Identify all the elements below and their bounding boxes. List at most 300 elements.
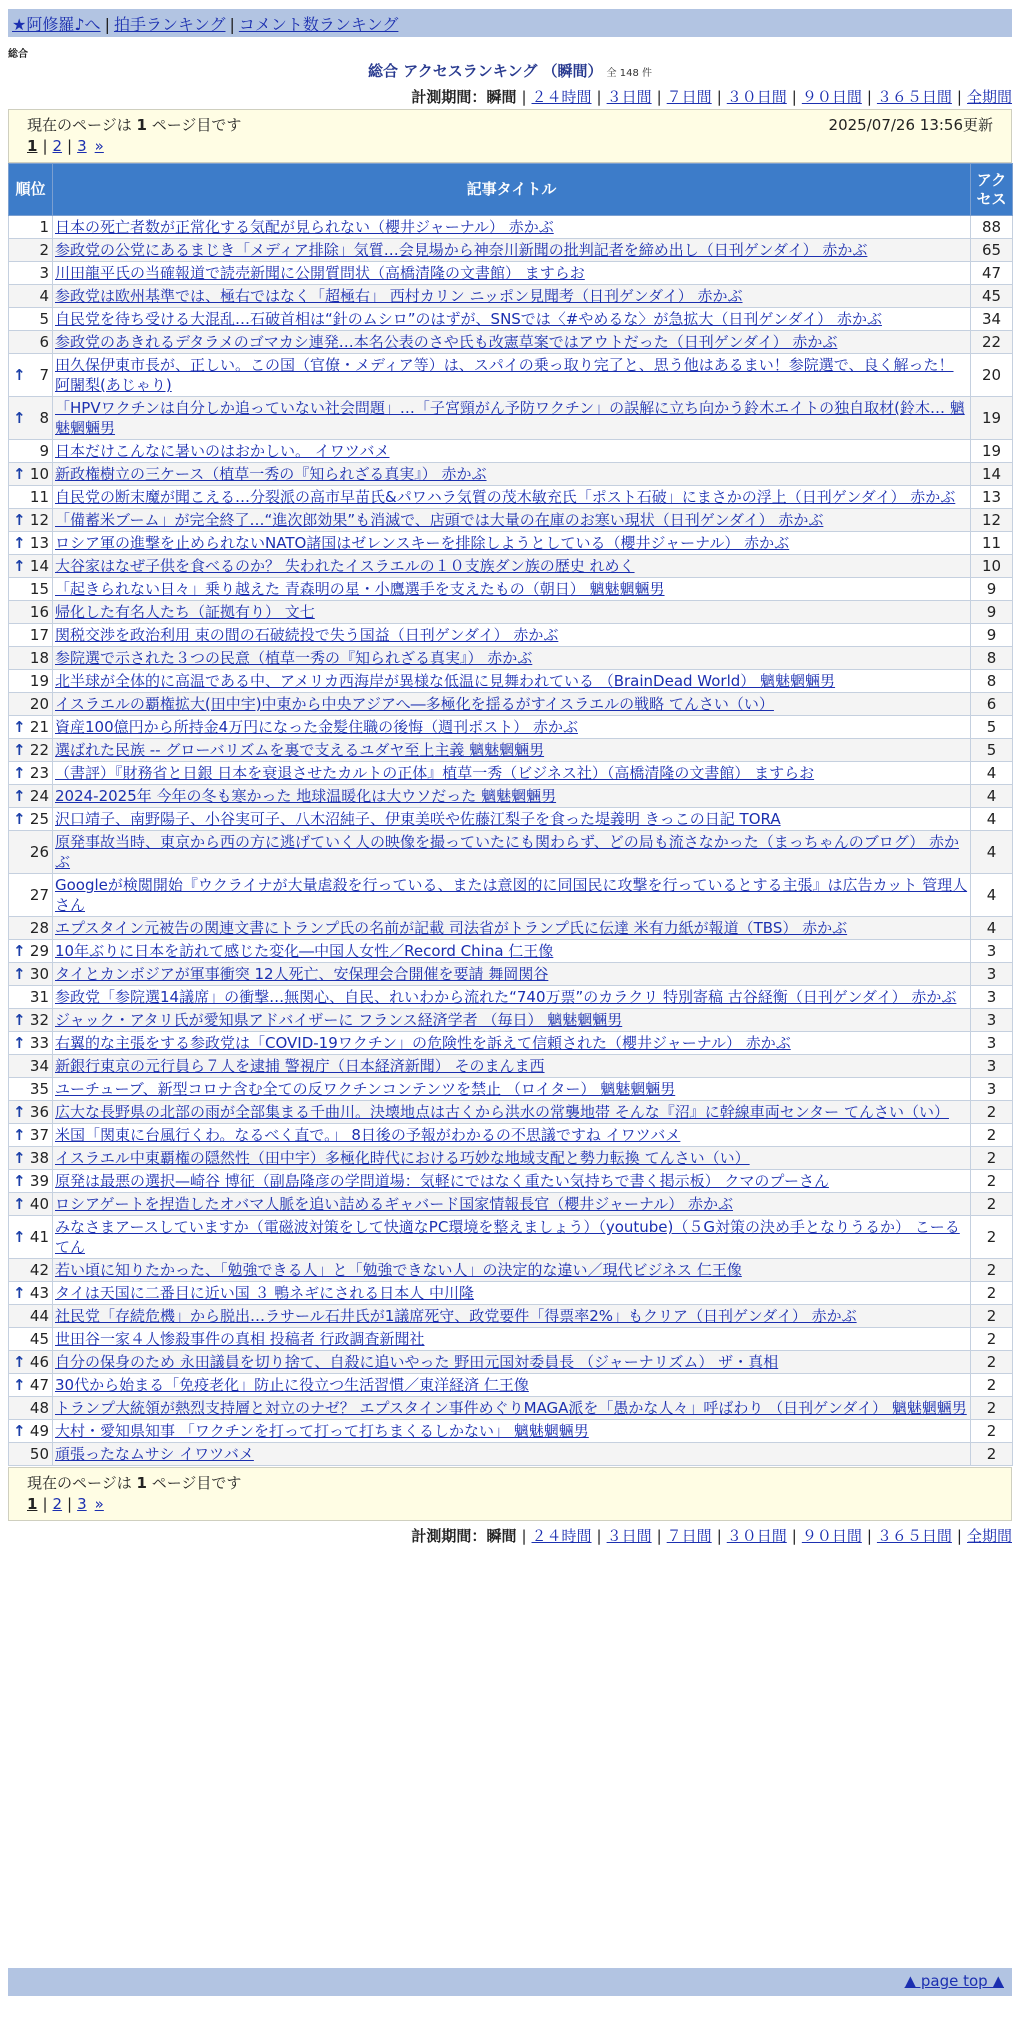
- period-label: 計測期間：: [411, 1527, 487, 1545]
- rank-cell: [9, 578, 53, 601]
- table-row: [9, 808, 1013, 831]
- access-count: 3: [971, 1055, 1013, 1078]
- access-count: 9: [971, 578, 1013, 601]
- nav-separator: |: [229, 15, 235, 34]
- access-count: 9: [971, 624, 1013, 647]
- table-row: [9, 1305, 1013, 1328]
- table-row: [9, 940, 1013, 963]
- rank-number: 17: [29, 626, 49, 644]
- title-cell: [53, 509, 971, 532]
- table-row: [9, 331, 1013, 354]
- table-row: [9, 555, 1013, 578]
- period-link-365d[interactable]: ３６５日間: [876, 88, 952, 106]
- page-current: 1: [27, 137, 38, 155]
- rank-cell: [9, 917, 53, 940]
- rank-number: 31: [29, 988, 49, 1006]
- table-row: [9, 1170, 1013, 1193]
- section-label: 総合: [8, 49, 28, 60]
- table-row: [9, 486, 1013, 509]
- access-count: 2: [971, 1328, 1013, 1351]
- rank-cell: [9, 739, 53, 762]
- page-link-3[interactable]: 3: [77, 137, 87, 155]
- title-cell: [53, 986, 971, 1009]
- up-arrow-icon: ↑: [13, 965, 26, 983]
- rank-number: 25: [29, 810, 49, 828]
- article-link[interactable]: 米国「関東に台風行くわ。なるべく直で。」 8日後の予報がわかるの不思議ですね イワツバメ: [55, 1126, 681, 1144]
- up-arrow-icon: ↑: [13, 1126, 26, 1144]
- period-link-90d[interactable]: ９０日間: [801, 1527, 862, 1545]
- title-cell: [53, 785, 971, 808]
- footer-bar: [8, 1968, 1012, 1996]
- rank-number: 24: [29, 787, 49, 805]
- table-row: [9, 397, 1013, 440]
- table-row: [9, 239, 1013, 262]
- table-row: [9, 440, 1013, 463]
- updated-timestamp: 2025/07/26 13:56更新: [828, 115, 993, 134]
- rank-number: 36: [29, 1103, 49, 1121]
- access-count: 20: [971, 354, 1013, 397]
- rank-cell: [9, 1193, 53, 1216]
- up-arrow-icon: ↑: [13, 465, 26, 483]
- table-row: [9, 1351, 1013, 1374]
- access-count: 3: [971, 940, 1013, 963]
- up-arrow-icon: ↑: [13, 534, 26, 552]
- title-cell: [53, 1374, 971, 1397]
- rank-cell: [9, 1124, 53, 1147]
- title-cell: [53, 463, 971, 486]
- table-row: [9, 1328, 1013, 1351]
- rank-cell: [9, 1078, 53, 1101]
- rank-number: 34: [29, 1057, 49, 1075]
- page-link-2[interactable]: 2: [52, 1495, 63, 1513]
- access-count: 3: [971, 1078, 1013, 1101]
- table-row: [9, 874, 1013, 917]
- access-count: 4: [971, 831, 1013, 874]
- rank-number: 35: [29, 1080, 49, 1098]
- rank-number: 47: [29, 1376, 49, 1394]
- article-link[interactable]: ロシア軍の進撃を止められないNATO諸国はゼレンスキーを排除しようとしている（櫻井ジャーナル） 赤かぶ: [55, 534, 790, 552]
- article-link[interactable]: エプスタイン元被告の関連文書にトランプ氏の名前が記載 司法省がトランプ氏に伝達 米有力紙が報道（TBS） 赤かぶ: [55, 919, 848, 937]
- up-arrow-icon: ↑: [13, 511, 26, 529]
- title-cell: [53, 940, 971, 963]
- table-row: [9, 1009, 1013, 1032]
- period-link-all[interactable]: 全期間: [966, 1527, 1012, 1545]
- article-link[interactable]: 2024-2025年 今年の冬も寒かった 地球温暖化は大ウソだった 魑魅魍魎男: [55, 787, 557, 805]
- access-count: 47: [971, 262, 1013, 285]
- rank-cell: [9, 463, 53, 486]
- table-row: [9, 532, 1013, 555]
- rank-number: 16: [29, 603, 49, 621]
- up-arrow-icon: ↑: [13, 1284, 26, 1302]
- table-row: [9, 1282, 1013, 1305]
- rank-cell: [9, 1216, 53, 1259]
- article-link[interactable]: Googleが検閲開始『ウクライナが大量虐殺を行っている、または意図的に同国民に攻撃を行っているとする主張』は広告カット 管理人さん: [55, 876, 968, 914]
- up-arrow-icon: ↑: [13, 764, 26, 782]
- nav-link-comment-ranking[interactable]: コメント数ランキング: [238, 15, 399, 34]
- article-link[interactable]: 自民党を待ち受ける大混乱…石破首相は“針のムシロ”のはずが、SNSでは〈#やめるな〉が急拡大（日刊ゲンダイ） 赤かぶ: [55, 310, 882, 328]
- table-row: [9, 1101, 1013, 1124]
- article-link[interactable]: 原発は最悪の選択—崎谷 博征（副島隆彦の学問道場：気軽にではなく重たい気持ちで書く掲示板） クマのプーさん: [55, 1172, 829, 1190]
- article-link[interactable]: タイは天国に二番目に近い国 ３ 鴨ネギにされる日本人 中川隆: [55, 1284, 475, 1302]
- page-next-link[interactable]: »: [94, 1495, 104, 1513]
- title-cell: [53, 532, 971, 555]
- rank-number: 37: [29, 1126, 49, 1144]
- up-arrow-icon: ↑: [13, 1172, 26, 1190]
- access-count: 12: [971, 509, 1013, 532]
- rank-cell: [9, 331, 53, 354]
- access-count: 3: [971, 963, 1013, 986]
- access-count: 11: [971, 532, 1013, 555]
- rank-number: 1: [39, 218, 49, 236]
- rank-cell: [9, 716, 53, 739]
- article-link[interactable]: 参政党の公党にあるまじき「メディア排除」気質…会見場から神奈川新聞の批判記者を締め出し（日刊ゲンダイ） 赤かぶ: [55, 241, 868, 259]
- table-row: [9, 963, 1013, 986]
- top-nav-bar: [8, 9, 1012, 37]
- period-link-30d[interactable]: ３０日間: [726, 1527, 787, 1545]
- title-cell: [53, 1420, 971, 1443]
- article-link[interactable]: 大谷家はなぜ子供を食べるのか？ 失われたイスラエルの１０支族ダン族の歴史 れめく: [55, 557, 635, 575]
- access-count: 19: [971, 397, 1013, 440]
- table-row: [9, 986, 1013, 1009]
- table-row: [9, 1078, 1013, 1101]
- rank-cell: [9, 486, 53, 509]
- up-arrow-icon: ↑: [13, 1011, 26, 1029]
- rank-cell: [9, 1328, 53, 1351]
- nav-link-applause-ranking[interactable]: 拍手ランキング: [113, 15, 226, 34]
- title-cell: [53, 762, 971, 785]
- period-current: 瞬間: [486, 1527, 517, 1545]
- title-cell: [53, 262, 971, 285]
- table-row: [9, 624, 1013, 647]
- period-link-365d[interactable]: ３６５日間: [876, 1527, 952, 1545]
- table-row: [9, 693, 1013, 716]
- header-title: 記事タイトル: [53, 164, 971, 216]
- up-arrow-icon: ↑: [13, 557, 26, 575]
- article-link[interactable]: ジャック・アタリ氏が愛知県アドバイザーに フランス経済学者 （毎日） 魑魅魍魎男: [55, 1011, 623, 1029]
- period-link-7d[interactable]: ７日間: [666, 88, 712, 106]
- article-link[interactable]: 参院選で示された３つの民意（植草一秀の『知られざる真実』） 赤かぶ: [55, 649, 533, 667]
- rank-number: 27: [29, 886, 49, 904]
- up-arrow-icon: ↑: [13, 942, 26, 960]
- title-cell: [53, 1055, 971, 1078]
- rank-number: 32: [29, 1011, 49, 1029]
- rank-cell: [9, 940, 53, 963]
- rank-number: 6: [39, 333, 49, 351]
- article-link[interactable]: イスラエル中東覇権の隠然性（田中宇）多極化時代における巧妙な地域支配と勢力転換 てんさい（い）: [55, 1149, 750, 1167]
- up-arrow-icon: ↑: [13, 409, 26, 427]
- article-link[interactable]: 関税交渉を政治利用 束の間の石破続投で失う国益（日刊ゲンダイ） 赤かぶ: [55, 626, 559, 644]
- article-link[interactable]: みなさまアースしていますか（電磁波対策をして快適なPC環境を整えましょう）（youtube)（５G対策の決め手となりうるか） こーるてん: [55, 1218, 960, 1256]
- title-cell: [53, 1259, 971, 1282]
- article-link[interactable]: 広大な長野県の北部の雨が全部集まる千曲川。決壊地点は古くから洪水の常襲地帯 そんな『沼』に幹線車両センター てんさい（い）: [55, 1103, 949, 1121]
- access-count: 14: [971, 463, 1013, 486]
- rank-number: 29: [29, 942, 49, 960]
- title-cell: [53, 716, 971, 739]
- article-link[interactable]: 10年ぶりに日本を訪れて感じた変化―中国人女性／Record China 仁王像: [55, 942, 554, 960]
- rank-cell: [9, 440, 53, 463]
- rank-number: 8: [39, 409, 49, 427]
- article-link[interactable]: 日本の死亡者数が正常化する気配が見られない（櫻井ジャーナル） 赤かぶ: [55, 218, 554, 236]
- table-row: [9, 216, 1013, 239]
- table-row: [9, 1397, 1013, 1420]
- title-cell: [53, 624, 971, 647]
- article-link[interactable]: 新銀行東京の元行員ら７人を逮捕 警視庁（日本経済新聞） そのまんま西: [55, 1057, 545, 1075]
- table-row: [9, 716, 1013, 739]
- table-row: [9, 1124, 1013, 1147]
- article-link[interactable]: 選ばれた民族 -- グローバリズムを裏で支えるユダヤ至上主義 魑魅魍魎男: [55, 741, 545, 759]
- page-link-3[interactable]: 3: [77, 1495, 87, 1513]
- title-cell: [53, 308, 971, 331]
- rank-number: 7: [39, 366, 49, 384]
- rank-number: 33: [29, 1034, 49, 1052]
- rank-number: 40: [29, 1195, 49, 1213]
- rank-cell: [9, 1170, 53, 1193]
- access-count: 9: [971, 601, 1013, 624]
- rank-number: 9: [39, 442, 49, 460]
- rank-number: 46: [29, 1353, 49, 1371]
- rank-cell: [9, 1282, 53, 1305]
- table-row: [9, 1193, 1013, 1216]
- table-row: [9, 1420, 1013, 1443]
- rank-cell: [9, 532, 53, 555]
- title-cell: [53, 1170, 971, 1193]
- header-rank: 順位: [9, 164, 53, 216]
- rank-cell: [9, 647, 53, 670]
- title-cell: [53, 285, 971, 308]
- article-link[interactable]: ロシアゲートを捏造したオバマ人脈を追い詰めるギャバード国家情報長官（櫻井ジャーナル） 赤かぶ: [55, 1195, 733, 1213]
- rank-cell: [9, 308, 53, 331]
- article-link[interactable]: 参政党のあきれるデタラメのゴマカシ連発…本名公表のさや氏も改憲草案ではアウトだった（日刊ゲンダイ） 赤かぶ: [55, 333, 838, 351]
- rank-cell: [9, 963, 53, 986]
- access-count: 4: [971, 874, 1013, 917]
- table-row: [9, 1032, 1013, 1055]
- rank-number: 39: [29, 1172, 49, 1190]
- table-row: [9, 1374, 1013, 1397]
- period-current: 瞬間: [486, 88, 517, 106]
- page-status: 現在のページは 1 ページ目です: [27, 115, 242, 134]
- article-link[interactable]: 川田龍平氏の当確報道で読売新聞に公開質問状（高橋清隆の文書館） ますらお: [55, 264, 585, 282]
- article-link[interactable]: 参政党「参院選14議席」の衝撃…無関心、自民、れいわから流れた“740万票”のカラクリ 特別寄稿 古谷経衡（日刊ゲンダイ） 赤かぶ: [55, 988, 957, 1006]
- rank-number: 48: [29, 1399, 49, 1417]
- title-cell: [53, 331, 971, 354]
- article-link[interactable]: （書評）『財務省と日銀 日本を衰退させたカルトの正体』植草一秀（ビジネス社）（高橋清隆の文書館） ますらお: [55, 764, 815, 782]
- rank-number: 45: [29, 1330, 49, 1348]
- rank-cell: [9, 762, 53, 785]
- rank-cell: [9, 1374, 53, 1397]
- title-cell: [53, 1032, 971, 1055]
- access-count: 3: [971, 986, 1013, 1009]
- rank-cell: [9, 216, 53, 239]
- rank-cell: [9, 397, 53, 440]
- rank-cell: [9, 285, 53, 308]
- table-row: [9, 1147, 1013, 1170]
- article-link[interactable]: 田久保伊東市長が、正しい。この国（官僚・メディア等）は、スパイの乗っ取り完了と、思う他はあるまい！参院選で、良く解った！ 阿闍梨(あじゃり): [55, 356, 954, 394]
- total-count: 全 148 件: [606, 68, 652, 79]
- table-row: [9, 308, 1013, 331]
- access-count: 2: [971, 1305, 1013, 1328]
- rank-cell: [9, 239, 53, 262]
- period-link-3d[interactable]: ３日間: [606, 1527, 652, 1545]
- title-cell: [53, 670, 971, 693]
- access-count: 4: [971, 762, 1013, 785]
- rank-cell: [9, 555, 53, 578]
- title-cell: [53, 239, 971, 262]
- nav-separator: |: [104, 15, 110, 34]
- up-arrow-icon: ↑: [13, 1228, 26, 1246]
- access-count: 65: [971, 239, 1013, 262]
- nav-link-asyura[interactable]: ★阿修羅♪へ: [12, 15, 101, 34]
- article-link[interactable]: 帰化した有名人たち（証拠有り） 文七: [55, 603, 315, 621]
- article-link[interactable]: 30代から始まる「免疫老化」防止に役立つ生活習慣／東洋経済 仁王像: [55, 1376, 529, 1394]
- table-row: [9, 509, 1013, 532]
- article-link[interactable]: 沢口靖子、南野陽子、小谷実可子、八木沼純子、伊東美咲や佐藤江梨子を食った堤義明 きっこの日記 TORA: [55, 810, 781, 828]
- rank-cell: [9, 1101, 53, 1124]
- article-link[interactable]: 「備蓄米ブーム」が完全終了…“進次郎効果”も消滅で、店頭では大量の在庫のお寒い現状（日刊ゲンダイ） 赤かぶ: [55, 511, 824, 529]
- article-link[interactable]: 「HPVワクチンは自分しか追っていない社会問題」…「子宮頸がん予防ワクチン」の誤解に立ち向かう鈴木エイトの独自取材(鈴木… 魑魅魍魎男: [55, 399, 965, 437]
- table-row: [9, 1443, 1013, 1466]
- title-cell: [53, 963, 971, 986]
- article-link[interactable]: 世田谷一家４人惨殺事件の真相 投稿者 行政調査新聞社: [55, 1330, 425, 1348]
- access-count: 2: [971, 1124, 1013, 1147]
- article-link[interactable]: イスラエルの覇権拡大(田中宇)中東から中央アジアへ―多極化を揺るがすイスラエルの戦略 てんさい（い）: [55, 695, 774, 713]
- rank-cell: [9, 693, 53, 716]
- title-cell: [53, 808, 971, 831]
- access-count: 2: [971, 1282, 1013, 1305]
- title-cell: [53, 917, 971, 940]
- article-link[interactable]: 大村・愛知県知事 「ワクチンを打って打って打ちまくるしかない」 魑魅魍魎男: [55, 1422, 589, 1440]
- article-link[interactable]: 社民党「存続危機」から脱出…ラサール石井氏が1議席死守、政党要件「得票率2%」もクリア（日刊ゲンダイ） 赤かぶ: [55, 1307, 857, 1325]
- rank-cell: [9, 1443, 53, 1466]
- period-link-3d[interactable]: ３日間: [606, 88, 652, 106]
- article-link[interactable]: ユーチューブ、新型コロナ含む全ての反ワクチンコンテンツを禁止 （ロイター） 魑魅魍魎男: [55, 1080, 676, 1098]
- article-link[interactable]: 原発事故当時、東京から西の方に逃げていく人の映像を撮っていたにも関わらず、どの局も流さなかった（まっちゃんのブログ） 赤かぶ: [55, 833, 960, 871]
- title-cell: [53, 1147, 971, 1170]
- ranking-table: [8, 163, 1013, 1466]
- rank-number: 14: [29, 557, 49, 575]
- table-row: [9, 762, 1013, 785]
- title-cell: [53, 874, 971, 917]
- rank-number: 15: [29, 580, 49, 598]
- article-link[interactable]: 資産100億円から所持金4万円になった金髪住職の後悔（週刊ポスト） 赤かぶ: [55, 718, 578, 736]
- period-link-all[interactable]: 全期間: [966, 88, 1012, 106]
- page-title: 総合 アクセスランキング （瞬間）: [368, 62, 603, 80]
- up-arrow-icon: ↑: [13, 1103, 26, 1121]
- article-link[interactable]: 右翼的な主張をする参政党は「COVID-19ワクチン」の危険性を訴えて信頼された（櫻井ジャーナル） 赤かぶ: [55, 1034, 791, 1052]
- title-cell: [53, 1101, 971, 1124]
- access-count: 22: [971, 331, 1013, 354]
- access-count: 4: [971, 917, 1013, 940]
- ranking-rows: [9, 216, 1013, 1466]
- up-arrow-icon: ↑: [13, 810, 26, 828]
- article-link[interactable]: 北半球が全体的に高温である中、アメリカ西海岸が異様な低温に見舞われている （BrainDead World） 魑魅魍魎男: [55, 672, 836, 690]
- rank-number: 18: [29, 649, 49, 667]
- rank-cell: [9, 1351, 53, 1374]
- access-count: 13: [971, 486, 1013, 509]
- up-arrow-icon: ↑: [13, 1353, 26, 1371]
- article-link[interactable]: 若い頃に知りたかった、「勉強できる人」と「勉強できない人」の決定的な違い／現代ビジネス 仁王像: [55, 1261, 742, 1279]
- period-link-24h[interactable]: ２４時間: [531, 88, 592, 106]
- rank-number: 4: [39, 287, 49, 305]
- rank-number: 20: [29, 695, 49, 713]
- up-arrow-icon: ↑: [13, 1149, 26, 1167]
- access-count: 2: [971, 1420, 1013, 1443]
- article-link[interactable]: 参政党は欧州基準では、極右ではなく「超極右」 西村カリン ニッポン見聞考（日刊ゲンダイ） 赤かぶ: [55, 287, 743, 305]
- page-top-link[interactable]: ▲ page top ▲: [904, 1972, 1004, 1990]
- rank-number: 19: [29, 672, 49, 690]
- rank-cell: [9, 785, 53, 808]
- page-link-2[interactable]: 2: [52, 137, 63, 155]
- period-link-30d[interactable]: ３０日間: [726, 88, 787, 106]
- page-next-link[interactable]: »: [94, 137, 104, 155]
- article-link[interactable]: 自民党の断末魔が聞こえる…分裂派の高市早苗氏&パワハラ気質の茂木敏充氏「ポスト石破」にまさかの浮上（日刊ゲンダイ） 赤かぶ: [55, 488, 956, 506]
- article-link[interactable]: 自分の保身のため 永田議員を切り捨て、自殺に追いやった 野田元国対委員長 （ジャーナリズム） ザ・真相: [55, 1353, 779, 1371]
- up-arrow-icon: ↑: [13, 1376, 26, 1394]
- article-link[interactable]: 頑張ったなムサシ イワツバメ: [55, 1445, 254, 1463]
- rank-cell: [9, 509, 53, 532]
- article-link[interactable]: 新政権樹立の三ケース（植草一秀の『知られざる真実』） 赤かぶ: [55, 465, 487, 483]
- page-current: 1: [27, 1495, 38, 1513]
- title-cell: [53, 1078, 971, 1101]
- period-link-7d[interactable]: ７日間: [666, 1527, 712, 1545]
- up-arrow-icon: ↑: [13, 1422, 26, 1440]
- access-count: 3: [971, 1009, 1013, 1032]
- rank-cell: [9, 1147, 53, 1170]
- table-row: [9, 354, 1013, 397]
- title-cell: [53, 440, 971, 463]
- access-count: 6: [971, 693, 1013, 716]
- title-cell: [53, 1328, 971, 1351]
- rank-number: 44: [29, 1307, 49, 1325]
- access-count: 5: [971, 716, 1013, 739]
- access-count: 8: [971, 670, 1013, 693]
- period-link-90d[interactable]: ９０日間: [801, 88, 862, 106]
- title-cell: [53, 354, 971, 397]
- access-count: 5: [971, 739, 1013, 762]
- period-link-24h[interactable]: ２４時間: [531, 1527, 592, 1545]
- access-count: 8: [971, 647, 1013, 670]
- table-row: [9, 647, 1013, 670]
- access-count: 34: [971, 308, 1013, 331]
- rank-number: 3: [39, 264, 49, 282]
- table-row: [9, 1055, 1013, 1078]
- article-link[interactable]: 「起きられない日々」乗り越えた 青森明の星・小鷹選手を支えたもの（朝日） 魑魅魍魎男: [55, 580, 665, 598]
- access-count: 2: [971, 1374, 1013, 1397]
- table-row: [9, 785, 1013, 808]
- table-row: [9, 739, 1013, 762]
- title-cell: [53, 578, 971, 601]
- access-count: 2: [971, 1101, 1013, 1124]
- rank-number: 43: [29, 1284, 49, 1302]
- access-count: 2: [971, 1443, 1013, 1466]
- rank-cell: [9, 1305, 53, 1328]
- article-link[interactable]: タイとカンボジアが軍事衝突 12人死亡、安保理会合開催を要請 舞岡関谷: [55, 965, 549, 983]
- rank-number: 30: [29, 965, 49, 983]
- rank-cell: [9, 874, 53, 917]
- title-cell: [53, 1124, 971, 1147]
- rank-number: 12: [29, 511, 49, 529]
- title-cell: [53, 486, 971, 509]
- rank-number: 5: [39, 310, 49, 328]
- up-arrow-icon: ↑: [13, 366, 26, 384]
- period-label: 計測期間：: [411, 88, 487, 106]
- rank-cell: [9, 986, 53, 1009]
- rank-number: 13: [29, 534, 49, 552]
- rank-number: 11: [29, 488, 49, 506]
- article-link[interactable]: 日本だけこんなに暑いのはおかしい。 イワツバメ: [55, 442, 390, 460]
- article-link[interactable]: トランプ大統領が熱烈支持層と対立のナゼ？ エプスタイン事件めぐりMAGA派を「愚かな人々」呼ばわり （日刊ゲンダイ） 魑魅魍魎男: [55, 1399, 967, 1417]
- table-row: [9, 578, 1013, 601]
- table-row: [9, 285, 1013, 308]
